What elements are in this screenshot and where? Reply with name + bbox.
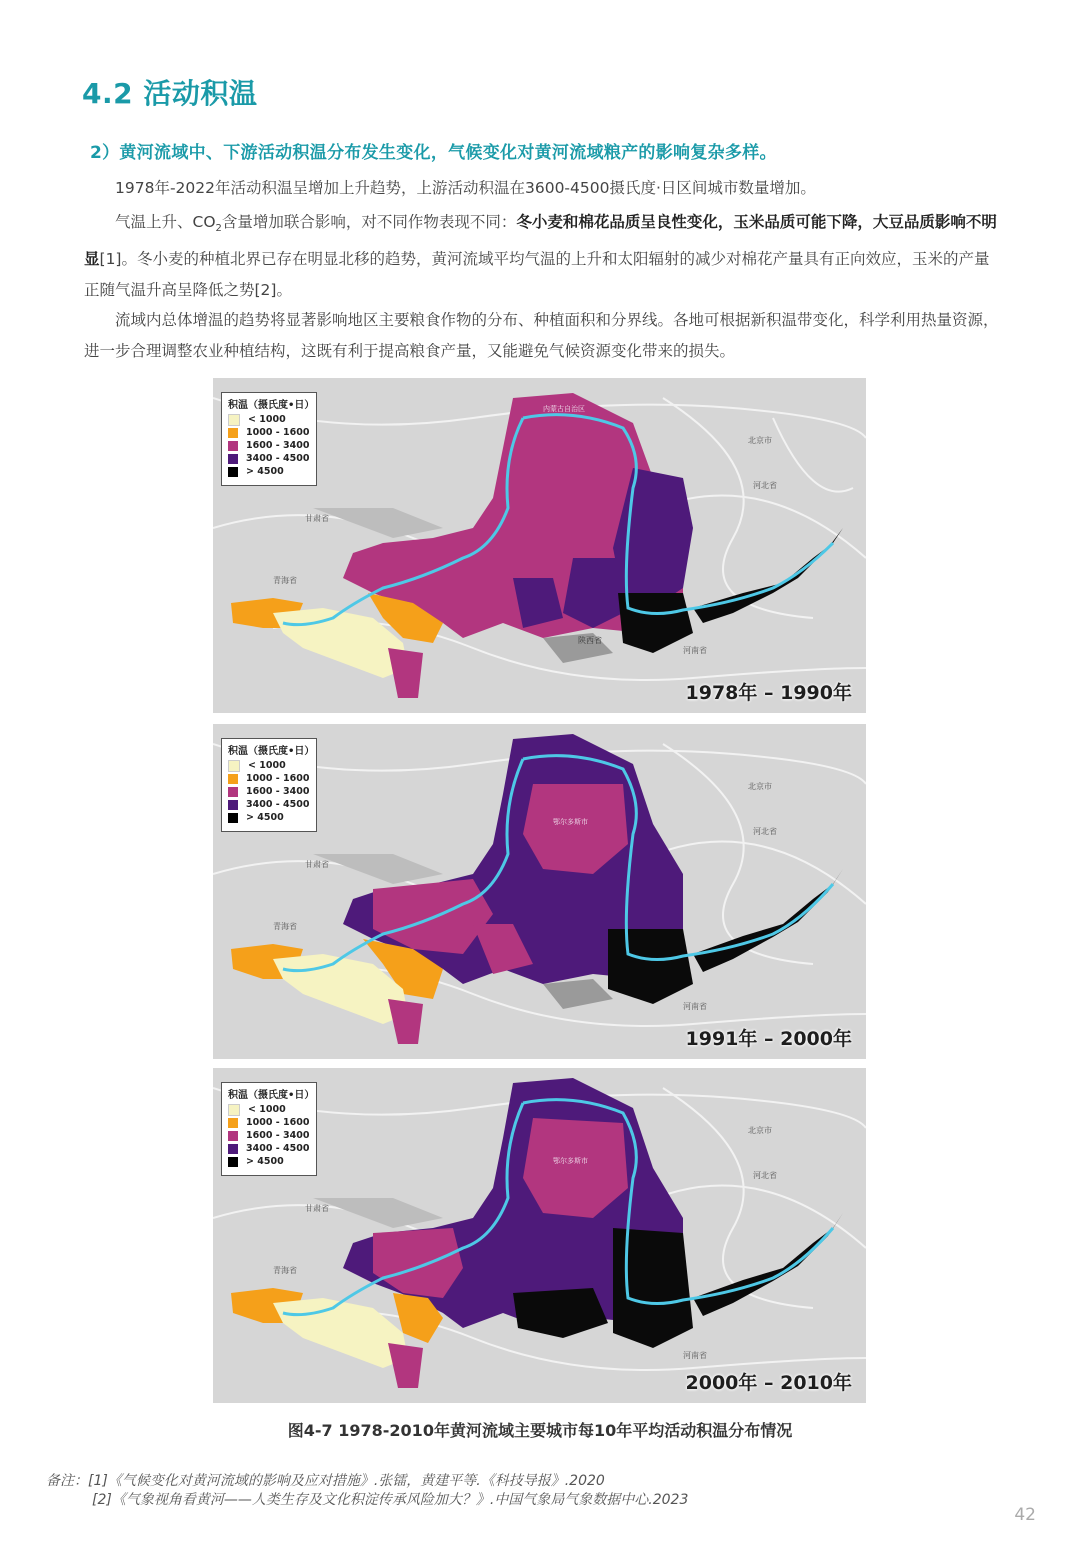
legend-item [228,811,310,824]
label-gansu: 甘肃省 [305,1204,329,1213]
legend-swatch [228,454,238,464]
period-label: 2000年 – 2010年 [685,1372,852,1394]
period-label: 1991年 – 2000年 [685,1028,852,1050]
label-hebei: 河北省 [753,1171,777,1180]
label-henan: 河南省 [683,1351,707,1360]
legend-swatch [228,1104,240,1116]
paragraph-2-text-a: 气温上升、CO [115,213,216,231]
legend-label: < 1000 [248,760,286,771]
label-erdos: 鄂尔多斯市 [553,1157,588,1165]
map-2000-2010 [213,1068,866,1403]
page-number: 42 [1014,1505,1036,1525]
label-gansu: 甘肃省 [305,860,329,869]
label-hebei: 河北省 [753,827,777,836]
legend-item [228,413,310,426]
legend-label: > 4500 [246,466,284,477]
paragraph-2-bold: 冬小麦和棉花品质呈良性变化，玉米品质可能下降，大豆品质影响不明显 [84,213,997,269]
legend-swatch [228,1118,238,1128]
map-1978-1990 [213,378,866,713]
label-qinghai: 青海省 [273,922,297,931]
label-henan: 河南省 [683,1002,707,1011]
label-gansu: 甘肃省 [305,514,329,523]
label-erdos: 鄂尔多斯市 [553,818,588,826]
legend-item [228,426,310,439]
legend-item [228,772,310,785]
legend-item [228,1116,310,1129]
co2-subscript: 2 [215,223,222,235]
legend-title: 积温（摄氏度•日） [228,746,315,757]
legend-swatch [228,813,238,823]
paragraph-2-text-c: [1]。冬小麦的种植北界已存在明显北移的趋势，黄河流域平均气温的上升和太阳辐射的减少对棉花产量具有正向效应，玉米的产量正随气温升高呈降低之势[2]。 [84,250,990,300]
references [46,1472,688,1510]
legend-swatch [228,760,240,772]
label-hebei: 河北省 [753,481,777,490]
legend-item [228,465,310,478]
label-henan: 河南省 [683,646,707,655]
legend-swatch [228,467,238,477]
label-neimenggu: 内蒙古自治区 [543,405,585,413]
legend-item [228,1103,310,1116]
label-beijing: 北京市 [748,782,772,791]
legend-swatch [228,1157,238,1167]
legend-label: 3400 - 4500 [246,799,310,810]
legend-label: 1600 - 3400 [246,1130,310,1141]
legend [221,738,317,832]
legend-label: 1600 - 3400 [246,440,310,451]
legend-swatch [228,1131,238,1141]
legend-label: 1000 - 1600 [246,427,310,438]
legend-label: 3400 - 4500 [246,453,310,464]
subheading: 2）黄河流域中、下游活动积温分布发生变化，气候变化对黄河流域粮产的影响复杂多样。 [90,143,777,163]
legend-item [228,439,310,452]
legend [221,392,317,486]
legend-label: 1000 - 1600 [246,773,310,784]
legend-item [228,798,310,811]
reference-1: 备注：[1]《气候变化对黄河流域的影响及应对措施》.张镭，黄建平等.《科技导报》.2020 [46,1473,605,1489]
legend-swatch [228,1144,238,1154]
legend-swatch [228,414,240,426]
legend-title: 积温（摄氏度•日） [228,400,315,411]
legend-item [228,785,310,798]
section-title: 4.2 活动积温 [82,77,258,110]
legend-item [228,1142,310,1155]
legend-swatch [228,800,238,810]
legend-label: < 1000 [248,414,286,425]
figure-caption: 图4-7 1978-2010年黄河流域主要城市每10年平均活动积温分布情况 [287,1421,793,1440]
label-beijing: 北京市 [748,1126,772,1135]
legend-item [228,1129,310,1142]
paragraph-1: 1978年-2022年活动积温呈增加上升趋势，上游活动积温在3600-4500摄氏度·日区间城市数量增加。 [115,179,816,197]
paragraph-2-text-b: 含量增加联合影响，对不同作物表现不同： [221,213,517,231]
legend-label: 3400 - 4500 [246,1143,310,1154]
label-beijing: 北京市 [748,436,772,445]
legend-title: 积温（摄氏度•日） [228,1090,315,1101]
legend-swatch [228,441,238,451]
legend-label: > 4500 [246,1156,284,1167]
legend [221,1082,317,1176]
label-shaanxi: 陕西省 [578,636,602,645]
legend-label: 1600 - 3400 [246,786,310,797]
legend-label: 1000 - 1600 [246,1117,310,1128]
legend-item [228,759,310,772]
legend-swatch [228,787,238,797]
legend-label: < 1000 [248,1104,286,1115]
paragraph-3: 流域内总体增温的趋势将显著影响地区主要粮食作物的分布、种植面积和分界线。各地可根据新积温带变化，科学利用热量资源，进一步合理调整农业种植结构，这既有利于提高粮食产量，又能避免气候资源变化带来的损失。 [84,311,999,360]
legend-swatch [228,774,238,784]
reference-2: [2]《气象视角看黄河——人类生存及文化积淀传承风险加大？》.中国气象局气象数据中心.2023 [92,1492,689,1508]
legend-item [228,1155,310,1168]
map-1991-2000 [213,724,866,1059]
label-qinghai: 青海省 [273,1266,297,1275]
legend-label: > 4500 [246,812,284,823]
legend-swatch [228,428,238,438]
label-qinghai: 青海省 [273,576,297,585]
period-label: 1978年 – 1990年 [685,682,852,704]
legend-item [228,452,310,465]
paragraph-2 [84,207,1004,306]
